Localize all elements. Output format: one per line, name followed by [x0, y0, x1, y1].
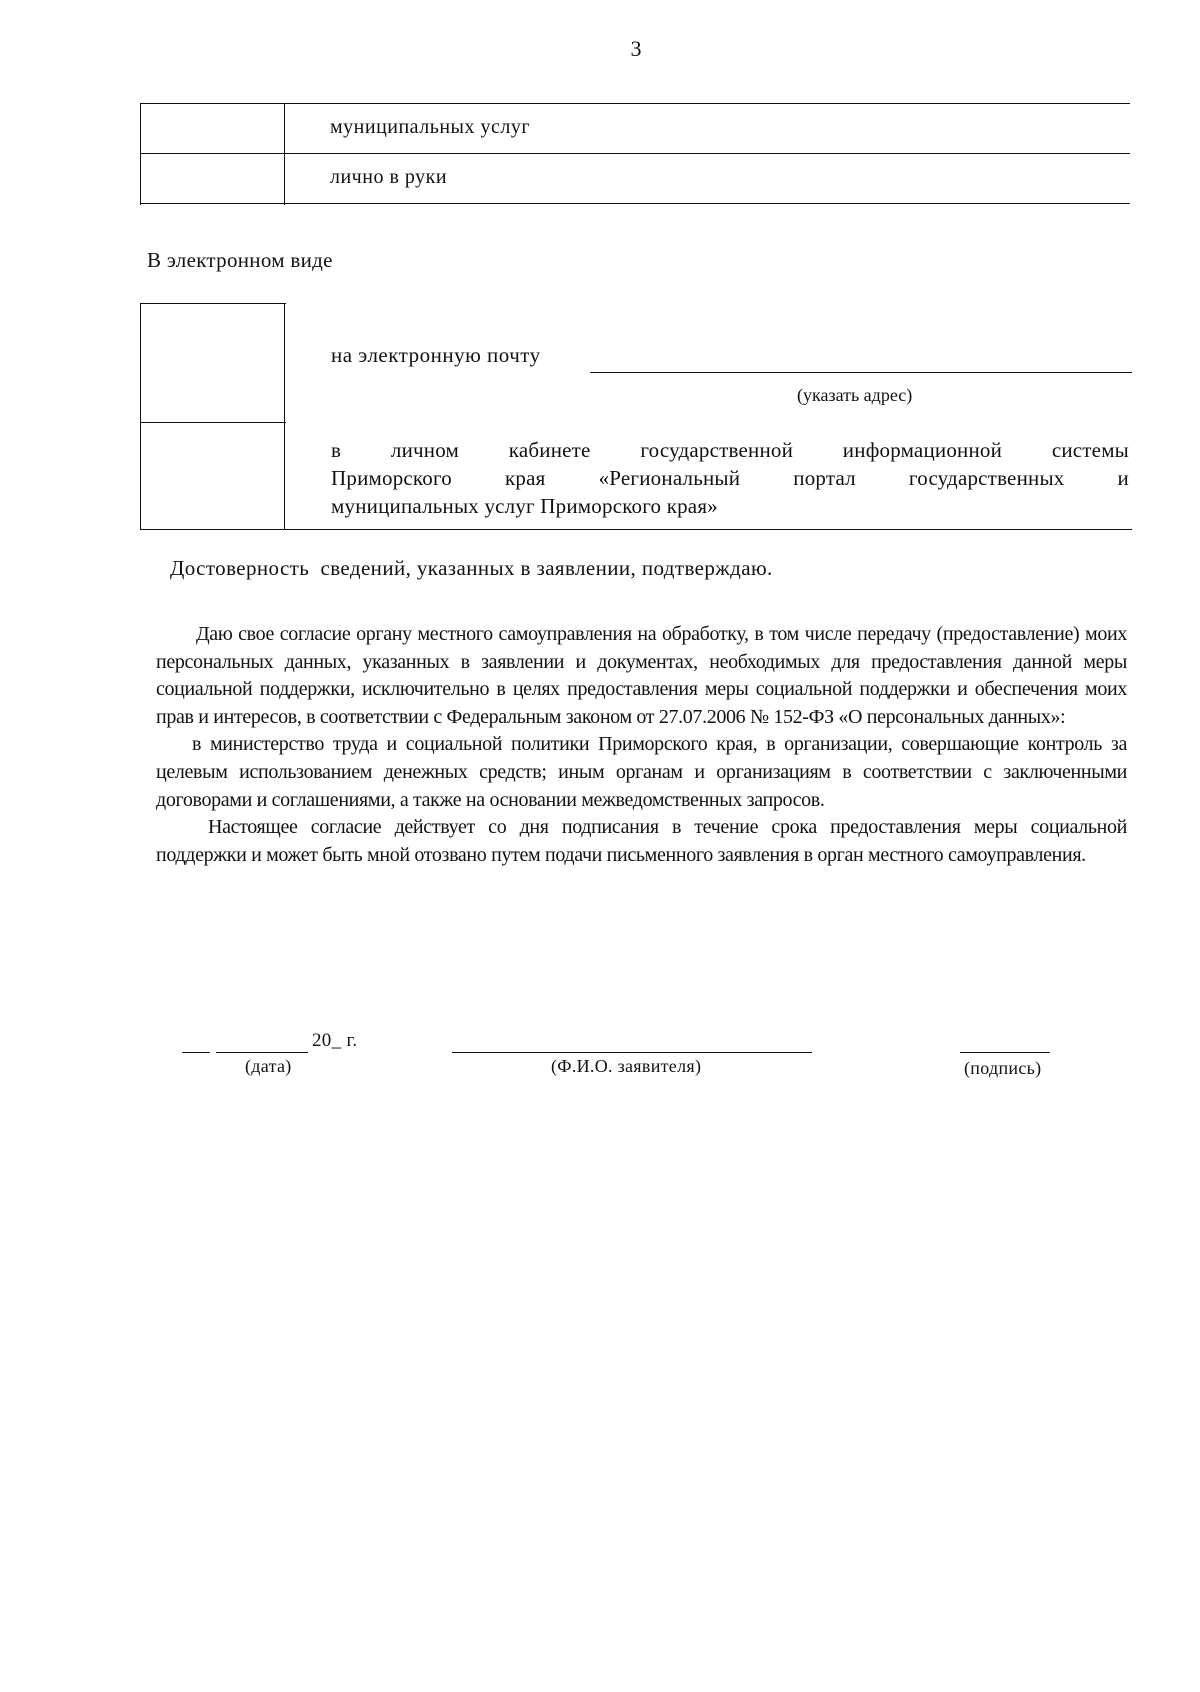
delivery-table — [140, 103, 1130, 205]
table-border-bottom — [140, 203, 1130, 204]
email-address-line — [590, 372, 1132, 373]
date-label: (дата) — [245, 1056, 292, 1076]
table-row-divider — [140, 153, 1130, 154]
portal-option-line: в личном кабинете государственной информационной системы — [331, 438, 1129, 462]
table-border-left — [140, 103, 141, 205]
email-option-label: на электронную почту — [331, 343, 541, 367]
consent-paragraph: в министерство труда и социальной политики Приморского края, в организации, совершающие контроль за целевым использованием денежных средств; иным органам и организациям в соответствии с заключенными договорами и соглашениями, а также на основании межведомственных запросов. — [156, 733, 1127, 811]
portal-option-text — [331, 436, 1129, 520]
table-row-label: муниципальных услуг — [330, 116, 531, 138]
table-row-label: лично в руки — [330, 166, 448, 188]
portal-option-line: Приморского края «Региональный портал государственных и — [331, 466, 1129, 490]
fio-line — [452, 1052, 812, 1053]
consent-text — [156, 621, 1127, 869]
year-text: 20_ г. — [312, 1030, 358, 1051]
day-line — [182, 1052, 210, 1053]
checkbox-divider — [140, 422, 286, 423]
signature-line — [960, 1052, 1050, 1053]
checkbox-border-top — [140, 303, 286, 304]
consent-paragraph: Даю свое согласие органу местного самоуправления на обработку, в том числе передачу (предоставление) моих персональных данных, указанных в заявлении и документах, необходимых для предоставления данной меры социальной поддержки, исключительно в целях предоставления меры социальной поддержки и обеспечения моих прав и интересов, в соответствии с Федеральным законом от 27.07.2006 № 152-ФЗ «О персональных данных»: — [156, 623, 1127, 728]
table-column-divider — [284, 303, 285, 530]
table-column-divider — [284, 103, 285, 205]
month-line — [216, 1052, 308, 1053]
email-address-hint: (указать адрес) — [797, 385, 913, 405]
table-border-left — [140, 303, 141, 530]
confirmation-statement: Достоверность сведений, указанных в заявлении, подтверждаю. — [170, 556, 773, 580]
signature-label: (подпись) — [964, 1058, 1042, 1078]
table-border-bottom — [140, 529, 1132, 530]
electronic-section-label: В электронном виде — [147, 248, 333, 272]
page-number: 3 — [630, 36, 642, 61]
portal-option-line: муниципальных услуг Приморского края» — [331, 494, 718, 518]
table-border-top — [140, 103, 1130, 104]
fio-label: (Ф.И.О. заявителя) — [551, 1056, 702, 1076]
consent-paragraph: Настоящее согласие действует со дня подписания в течение срока предоставления меры социальной поддержки и может быть мной отозвано путем подачи письменного заявления в орган местного самоуправления. — [156, 816, 1127, 866]
